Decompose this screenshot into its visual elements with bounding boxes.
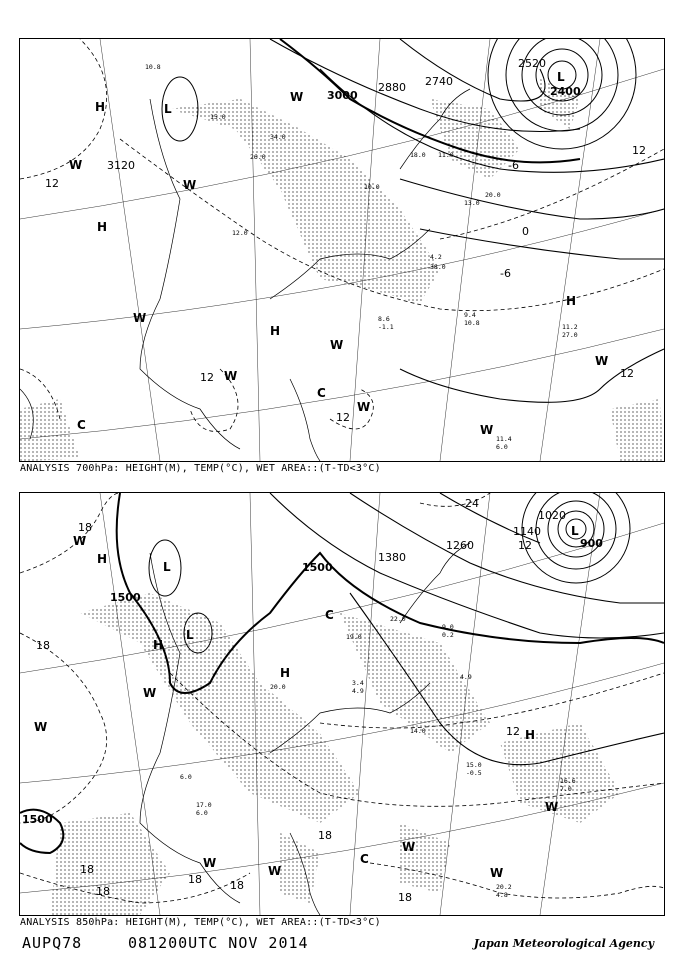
station-obs: 6.0 xyxy=(496,443,508,451)
station-obs: 8.6 xyxy=(378,315,390,323)
system-marker: W xyxy=(357,400,371,414)
system-marker: W xyxy=(224,369,238,383)
station-obs: 15.0 xyxy=(466,761,482,769)
station-obs: 9.4 xyxy=(464,311,476,319)
system-marker: H xyxy=(280,666,291,680)
station-obs: 11.2 xyxy=(562,323,578,331)
temp-label: 18 xyxy=(78,521,92,534)
station-obs: 27.0 xyxy=(562,331,578,339)
station-obs: 12.0 xyxy=(232,229,248,237)
station-obs: 20.2 xyxy=(496,883,512,891)
system-marker: H xyxy=(95,100,106,114)
temp-label: 0 xyxy=(522,225,529,238)
height-label: 1380 xyxy=(378,551,406,564)
temp-label: 12 xyxy=(632,144,646,157)
station-obs: 10.8 xyxy=(464,319,480,327)
height-label: 900 xyxy=(580,537,603,550)
station-obs: 20.0 xyxy=(270,683,286,691)
station-obs: 4.9 xyxy=(352,687,364,695)
temp-label: 12 xyxy=(506,725,520,738)
map-850hpa-drawing xyxy=(20,493,664,915)
temp-label: 12 xyxy=(200,371,214,384)
product-id: AUPQ78 xyxy=(22,934,83,952)
wet-area-shading xyxy=(20,79,664,461)
system-marker: L xyxy=(186,628,194,642)
station-obs: 38.0 xyxy=(430,263,446,271)
system-marker: C xyxy=(325,608,334,622)
system-marker: W xyxy=(402,840,416,854)
station-obs: 7.0 xyxy=(560,785,572,793)
temp-label: 18 xyxy=(188,873,202,886)
height-label: 2740 xyxy=(425,75,453,88)
height-label: 1260 xyxy=(446,539,474,552)
system-marker: L xyxy=(164,102,172,116)
system-marker: C xyxy=(360,852,369,866)
height-label: 1500 xyxy=(110,591,141,604)
station-obs: 34.0 xyxy=(270,133,286,141)
height-label: 2520 xyxy=(518,57,546,70)
temp-label: 18 xyxy=(318,829,332,842)
station-obs: 4.8 xyxy=(496,891,508,899)
temp-label: 24 xyxy=(465,497,479,510)
station-obs: 18.0 xyxy=(410,151,426,159)
system-marker: W xyxy=(69,158,83,172)
system-marker: W xyxy=(290,90,304,104)
station-obs: 3.4 xyxy=(352,679,364,687)
temp-label: 12 xyxy=(620,367,634,380)
station-obs: 0.2 xyxy=(442,631,454,639)
temp-label: -6 xyxy=(508,159,519,172)
height-label: 2880 xyxy=(378,81,406,94)
system-marker: W xyxy=(595,354,609,368)
system-marker: H xyxy=(153,638,164,652)
temp-label: 18 xyxy=(398,891,412,904)
system-marker: W xyxy=(133,311,147,325)
temp-label: 12 xyxy=(45,177,59,190)
system-marker: H xyxy=(566,294,577,308)
map-panel-700hpa xyxy=(19,38,665,462)
system-marker: L xyxy=(163,560,171,574)
temp-label: 18 xyxy=(36,639,50,652)
system-marker: W xyxy=(34,720,48,734)
station-obs: 15.0 xyxy=(210,113,226,121)
map-panel-850hpa xyxy=(19,492,665,916)
system-marker: H xyxy=(525,728,536,742)
panel-850-caption: ANALYSIS 850hPa: HEIGHT(M), TEMP(°C), WET AREA::(T-TD<3°C) xyxy=(20,917,381,928)
temp-label: 18 xyxy=(80,863,94,876)
system-marker: C xyxy=(317,386,326,400)
system-marker: W xyxy=(203,856,217,870)
agency-name: Japan Meteorological Agency xyxy=(473,937,654,950)
system-marker: W xyxy=(330,338,344,352)
height-label: 3120 xyxy=(107,159,135,172)
system-marker: L xyxy=(557,70,565,84)
station-obs: 14.0 xyxy=(410,727,426,735)
station-obs: -0.5 xyxy=(466,769,482,777)
system-marker: L xyxy=(571,524,579,538)
station-obs: 10.0 xyxy=(364,183,380,191)
station-obs: 11.4 xyxy=(496,435,512,443)
valid-time: 081200UTC NOV 2014 xyxy=(128,934,309,952)
height-label: 3000 xyxy=(327,89,358,102)
station-obs: 22.0 xyxy=(390,615,406,623)
station-obs: 6.0 xyxy=(180,773,192,781)
system-marker: H xyxy=(97,552,108,566)
height-label: 1500 xyxy=(302,561,333,574)
system-marker: H xyxy=(97,220,108,234)
system-marker: W xyxy=(268,864,282,878)
station-obs: 9.0 xyxy=(442,623,454,631)
station-obs: 4.2 xyxy=(430,253,442,261)
station-obs: 4.9 xyxy=(460,673,472,681)
system-marker: W xyxy=(480,423,494,437)
system-marker: W xyxy=(143,686,157,700)
station-obs: -1.1 xyxy=(378,323,394,331)
system-marker: W xyxy=(490,866,504,880)
temp-label: 18 xyxy=(230,879,244,892)
map-700hpa-drawing xyxy=(20,39,664,461)
station-obs: 6.0 xyxy=(196,809,208,817)
system-marker: W xyxy=(183,178,197,192)
station-obs: 26.0 xyxy=(250,153,266,161)
height-label: 1140 xyxy=(513,525,541,538)
temp-label: -6 xyxy=(500,267,511,280)
station-obs: 16.6 xyxy=(560,777,576,785)
station-obs: 10.8 xyxy=(145,63,161,71)
station-obs: 19.0 xyxy=(346,633,362,641)
station-obs: 11.0 xyxy=(438,151,454,159)
station-obs: 20.0 xyxy=(485,191,501,199)
temp-label: 12 xyxy=(336,411,350,424)
system-marker: H xyxy=(270,324,281,338)
height-label: 1500 xyxy=(22,813,53,826)
system-marker: W xyxy=(545,800,559,814)
temp-label: 18 xyxy=(96,885,110,898)
system-marker: W xyxy=(73,534,87,548)
panel-700-caption: ANALYSIS 700hPa: HEIGHT(M), TEMP(°C), WET AREA::(T-TD<3°C) xyxy=(20,463,381,474)
height-label: 2400 xyxy=(550,85,581,98)
system-marker: C xyxy=(77,418,86,432)
temp-label: 12 xyxy=(518,539,532,552)
height-label: 1020 xyxy=(538,509,566,522)
station-obs: 13.0 xyxy=(464,199,480,207)
station-obs: 17.0 xyxy=(196,801,212,809)
